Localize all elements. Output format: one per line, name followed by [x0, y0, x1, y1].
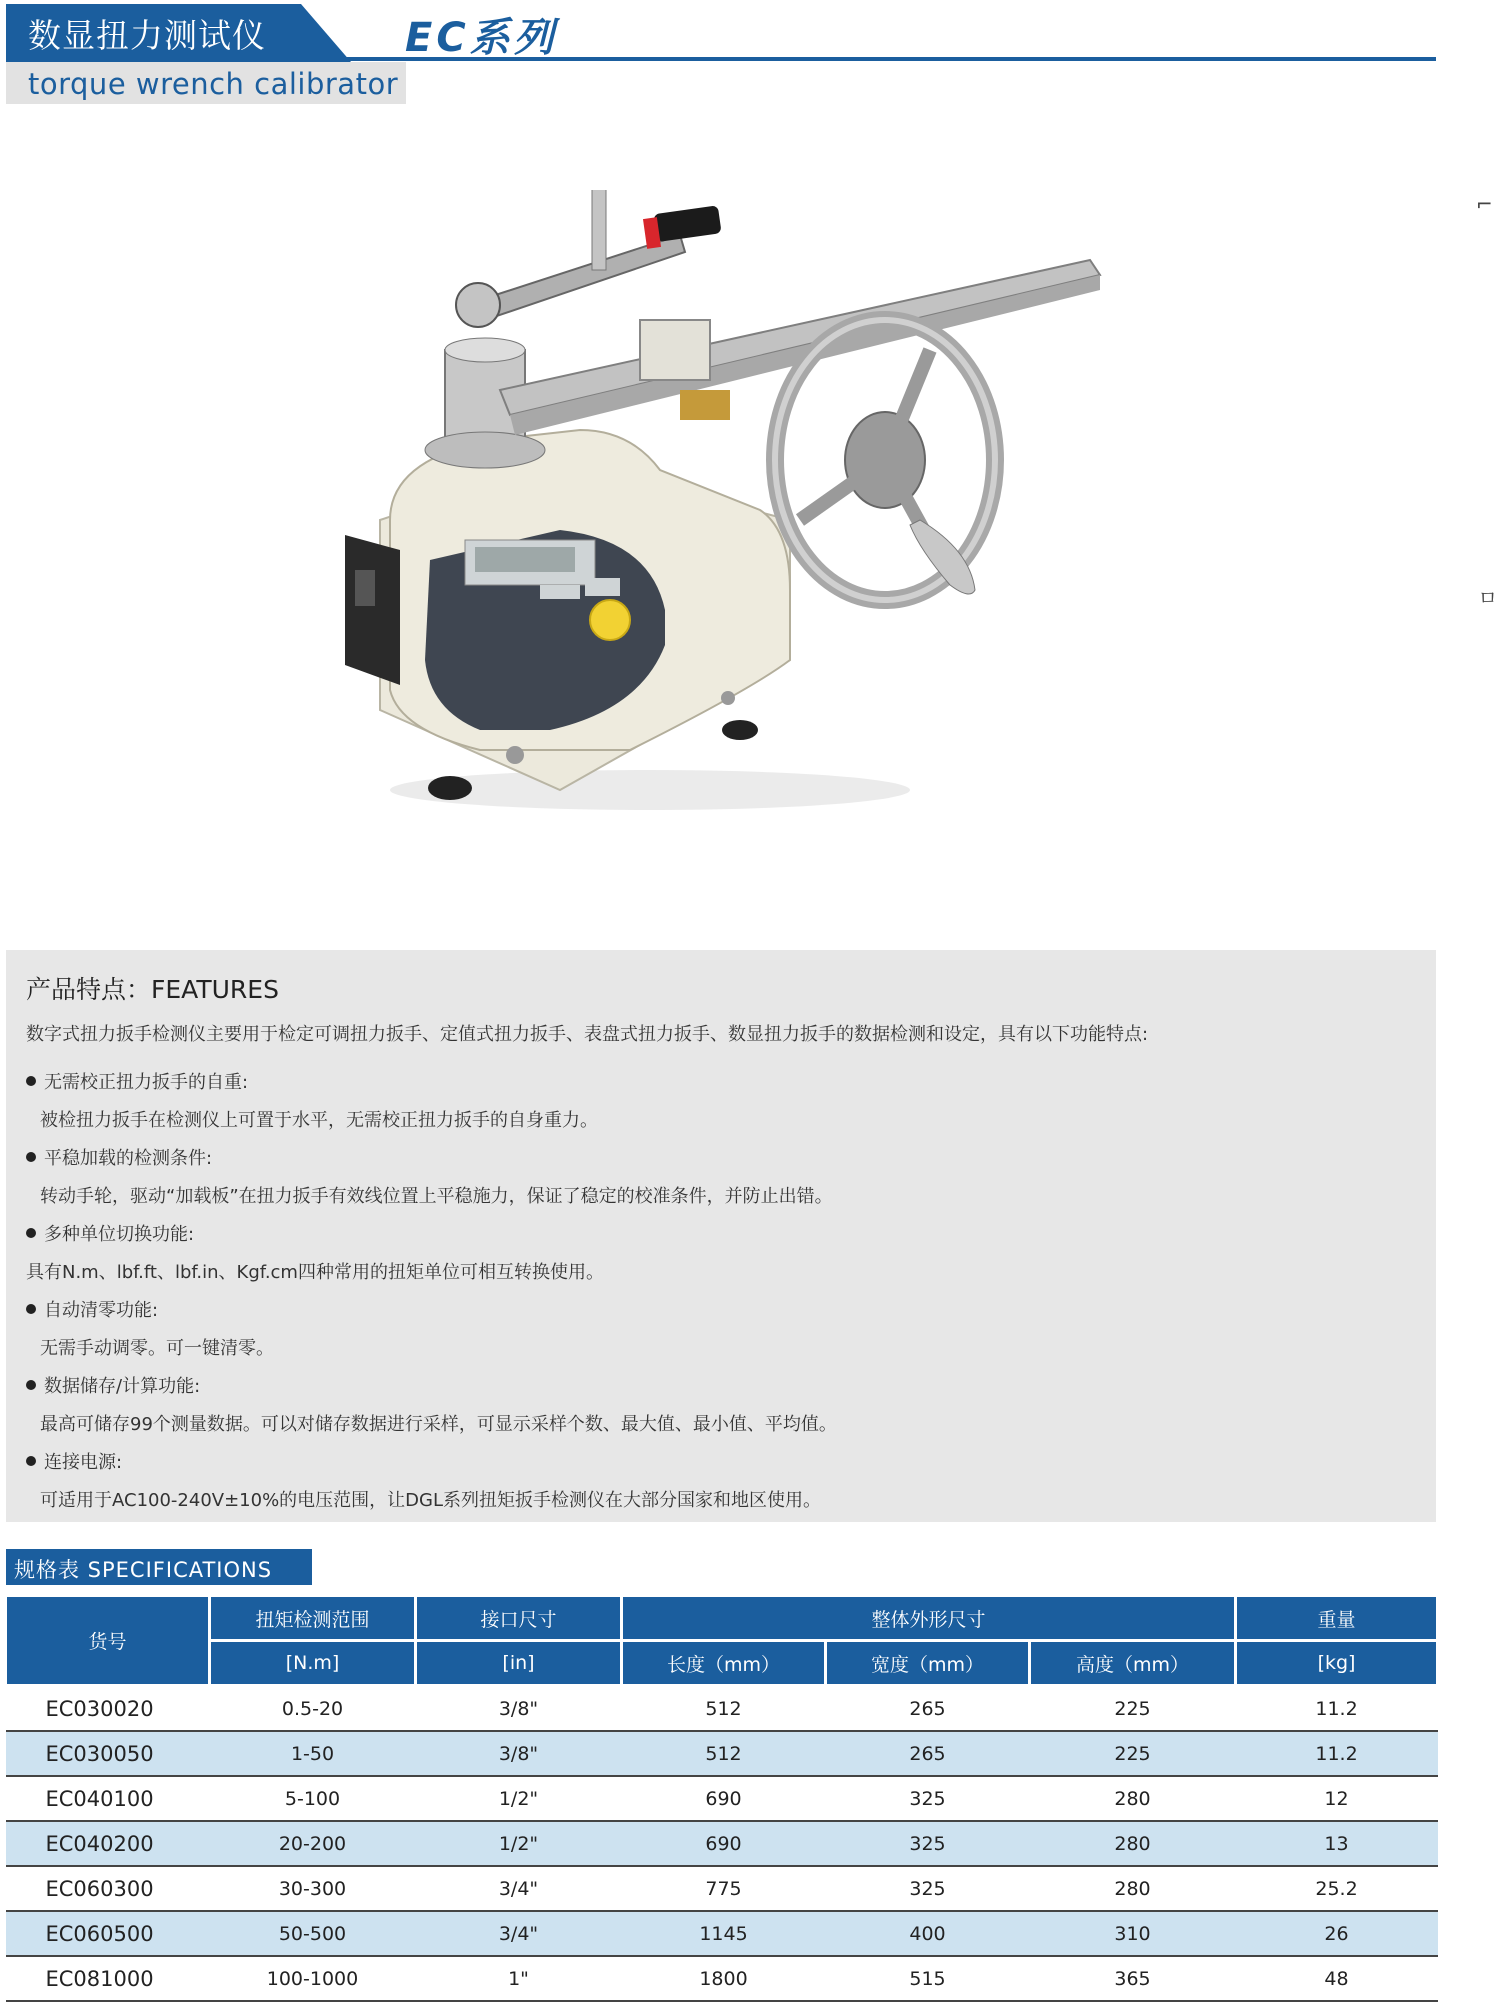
- bullet-icon: [26, 1152, 36, 1162]
- cell-drive: 3/4": [416, 1911, 622, 1956]
- cell-model: EC060300: [6, 1866, 210, 1911]
- col-header-length: 长度（mm）: [622, 1641, 826, 1686]
- cell-drive: 3/8": [416, 1731, 622, 1776]
- feature-description: 无需手动调零。可一键清零。: [40, 1338, 274, 1359]
- cell-length: 690: [622, 1821, 826, 1866]
- cell-width: 325: [826, 1776, 1030, 1821]
- features-panel: [6, 950, 1436, 1522]
- cell-weight: 13: [1236, 1821, 1438, 1866]
- feature-heading: 平稳加载的检测条件:: [44, 1148, 213, 1169]
- cell-weight: 25.2: [1236, 1866, 1438, 1911]
- cell-drive: 3/8": [416, 1686, 622, 1732]
- cell-height: 310: [1030, 1911, 1236, 1956]
- bullet-icon: [26, 1456, 36, 1466]
- table-row: [6, 1956, 1438, 2001]
- col-header-width: 宽度（mm）: [826, 1641, 1030, 1686]
- col-header-range: 扭矩检测范围: [210, 1596, 416, 1641]
- cell-model: EC081000: [6, 1956, 210, 2001]
- col-header-dimensions: 整体外形尺寸: [622, 1596, 1236, 1641]
- col-header-drive: 接口尺寸: [416, 1596, 622, 1641]
- cell-range: 100-1000: [210, 1956, 416, 2001]
- feature-description: 具有N.m、lbf.ft、lbf.in、Kgf.cm四种常用的扭矩单位可相互转换使用。: [26, 1262, 604, 1283]
- cell-height: 280: [1030, 1776, 1236, 1821]
- subtitle-bar: [6, 62, 406, 104]
- feature-description: 转动手轮，驱动“加载板”在扭力扳手有效线位置上平稳施力，保证了稳定的校准条件，并防止出错。: [40, 1186, 833, 1207]
- col-header-weight-unit: [kg]: [1236, 1641, 1438, 1686]
- cell-width: 265: [826, 1686, 1030, 1732]
- feature-description: 被检扭力扳手在检测仪上可置于水平，无需校正扭力扳手的自身重力。: [40, 1110, 598, 1131]
- cell-length: 775: [622, 1866, 826, 1911]
- table-row: [6, 1911, 1438, 1956]
- cell-height: 280: [1030, 1821, 1236, 1866]
- feature-heading: 无需校正扭力扳手的自重:: [44, 1072, 249, 1093]
- cell-drive: 1/2": [416, 1821, 622, 1866]
- table-row: [6, 1731, 1438, 1776]
- cell-model: EC040100: [6, 1776, 210, 1821]
- cell-range: 50-500: [210, 1911, 416, 1956]
- cell-weight: 11.2: [1236, 1686, 1438, 1732]
- cell-height: 365: [1030, 1956, 1236, 2001]
- cell-weight: 48: [1236, 1956, 1438, 2001]
- cell-width: 515: [826, 1956, 1030, 2001]
- cell-model: EC030020: [6, 1686, 210, 1732]
- feature-item: [26, 1444, 1426, 1520]
- cell-range: 1-50: [210, 1731, 416, 1776]
- feature-heading: 多种单位切换功能:: [44, 1224, 195, 1245]
- bullet-icon: [26, 1304, 36, 1314]
- bullet-icon: [26, 1228, 36, 1238]
- cell-drive: 1": [416, 1956, 622, 2001]
- cell-length: 1145: [622, 1911, 826, 1956]
- col-header-height: 高度（mm）: [1030, 1641, 1236, 1686]
- cell-length: 512: [622, 1686, 826, 1732]
- cell-length: 690: [622, 1776, 826, 1821]
- specifications-label-tag: [6, 1549, 312, 1585]
- table-row: [6, 1686, 1438, 1732]
- features-intro: 数字式扭力扳手检测仪主要用于检定可调扭力扳手、定值式扭力扳手、表盘式扭力扳手、数显扭力扳手的数据检测和设定，具有以下功能特点:: [26, 1024, 1149, 1045]
- series-name: EC系列: [405, 15, 558, 61]
- cell-weight: 26: [1236, 1911, 1438, 1956]
- cell-width: 265: [826, 1731, 1030, 1776]
- cell-range: 30-300: [210, 1866, 416, 1911]
- subtitle-en: torque wrench calibrator: [28, 67, 399, 101]
- cell-length: 512: [622, 1731, 826, 1776]
- features-title: 产品特点：FEATURES: [26, 975, 279, 1004]
- cell-model: EC060500: [6, 1911, 210, 1956]
- header-rule: [6, 57, 1436, 61]
- col-header-model: 货号: [6, 1596, 210, 1686]
- table-row: [6, 1866, 1438, 1911]
- cell-range: 20-200: [210, 1821, 416, 1866]
- cell-weight: 11.2: [1236, 1731, 1438, 1776]
- torque-calibrator-machine-icon: [330, 190, 1110, 830]
- feature-item: [26, 1216, 1426, 1292]
- feature-heading: 自动清零功能:: [44, 1300, 159, 1321]
- edge-glyph-mark: ㅁ: [1478, 586, 1498, 610]
- cell-model: EC040200: [6, 1821, 210, 1866]
- bullet-icon: [26, 1076, 36, 1086]
- bullet-icon: [26, 1380, 36, 1390]
- feature-item: [26, 1368, 1426, 1444]
- cell-length: 1800: [622, 1956, 826, 2001]
- cell-range: 5-100: [210, 1776, 416, 1821]
- feature-description: 最高可储存99个测量数据。可以对储存数据进行采样，可显示采样个数、最大值、最小值、平均值。: [40, 1414, 837, 1435]
- cell-height: 225: [1030, 1686, 1236, 1732]
- page-title: 数显扭力测试仪: [28, 16, 266, 55]
- specifications-label: 规格表 SPECIFICATIONS: [14, 1558, 273, 1582]
- cell-range: 0.5-20: [210, 1686, 416, 1732]
- cell-width: 400: [826, 1911, 1030, 1956]
- specifications-table: [4, 1594, 1439, 2002]
- cell-width: 325: [826, 1866, 1030, 1911]
- cell-height: 280: [1030, 1866, 1236, 1911]
- feature-heading: 数据储存/计算功能:: [44, 1376, 201, 1397]
- feature-item: [26, 1292, 1426, 1368]
- cell-height: 225: [1030, 1731, 1236, 1776]
- feature-item: [26, 1140, 1426, 1216]
- edge-bracket-mark: ⌐: [1476, 192, 1493, 216]
- cell-drive: 1/2": [416, 1776, 622, 1821]
- col-header-range-unit: [N.m]: [210, 1641, 416, 1686]
- table-row: [6, 1776, 1438, 1821]
- feature-description: 可适用于AC100-240V±10%的电压范围，让DGL系列扭矩扳手检测仪在大部分国家和地区使用。: [40, 1490, 822, 1511]
- feature-heading: 连接电源:: [44, 1452, 123, 1473]
- cell-weight: 12: [1236, 1776, 1438, 1821]
- cell-width: 325: [826, 1821, 1030, 1866]
- feature-item: [26, 1064, 1426, 1140]
- col-header-drive-unit: [in]: [416, 1641, 622, 1686]
- cell-drive: 3/4": [416, 1866, 622, 1911]
- col-header-weight: 重量: [1236, 1596, 1438, 1641]
- table-row: [6, 1821, 1438, 1866]
- cell-model: EC030050: [6, 1731, 210, 1776]
